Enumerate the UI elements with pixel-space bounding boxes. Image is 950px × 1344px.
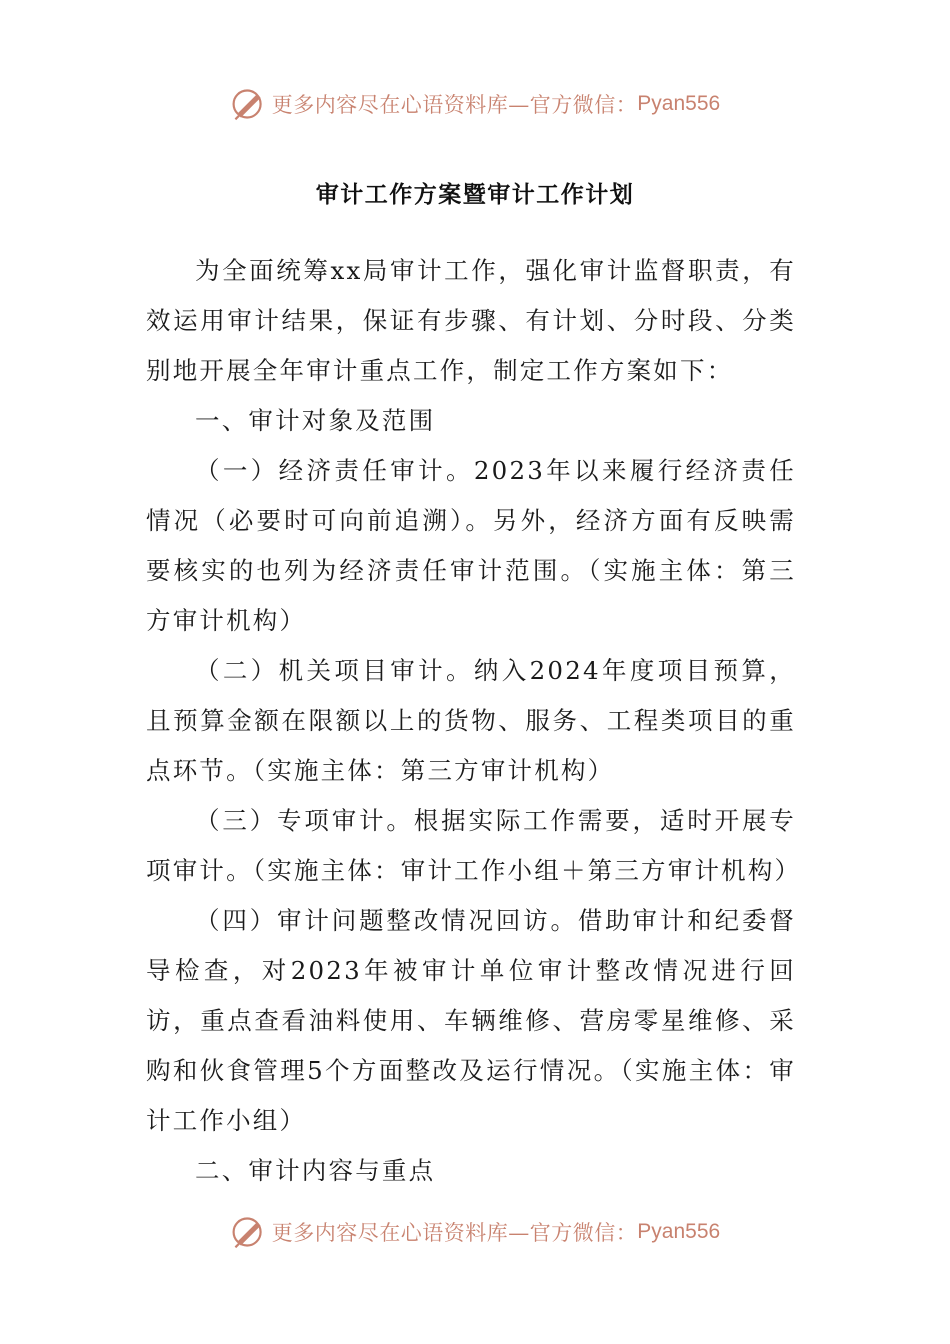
item-paragraph-2: （二）机关项目审计。纳入2024年度项目预算，且预算金额在限额以上的货物、服务、工程类项目的重点环节。（实施主体：第三方审计机构） (146, 656, 796, 785)
pen-logo-icon (230, 86, 266, 122)
pen-logo-icon (230, 1214, 266, 1250)
watermark-wechat-id: Pyan556 (637, 1220, 721, 1243)
section-heading-1: 一、审计对象及范围 (195, 406, 436, 435)
header-watermark (0, 84, 950, 124)
watermark-text: 更多内容尽在心语资料库—官方微信： (271, 1221, 638, 1245)
watermark-wechat-id: Pyan556 (637, 92, 721, 115)
document-title: 审计工作方案暨审计工作计划 (315, 182, 635, 208)
intro-paragraph: 为全面统筹xx局审计工作，强化审计监督职责，有效运用审计结果，保证有步骤、有计划、分时段、分类别地开展全年审计重点工作，制定工作方案如下： (146, 256, 796, 385)
footer-watermark (0, 1212, 950, 1252)
item-paragraph-4: （四）审计问题整改情况回访。借助审计和纪委督导检查，对2023年被审计单位审计整改情况进行回访，重点查看油料使用、车辆维修、营房零星维修、采购和伙食管理5个方面整改及运行情况。（实施主体：审计工作小组） (146, 906, 796, 1135)
document-body (146, 246, 802, 1196)
item-paragraph-1: （一）经济责任审计。2023年以来履行经济责任情况（必要时可向前追溯）。另外，经济方面有反映需要核实的也列为经济责任审计范围。（实施主体：第三方审计机构） (146, 456, 796, 635)
item-paragraph-3: （三）专项审计。根据实际工作需要，适时开展专项审计。（实施主体：审计工作小组＋第三方审计机构） (146, 806, 802, 885)
watermark-text: 更多内容尽在心语资料库—官方微信： (271, 93, 638, 117)
section-heading-2: 二、审计内容与重点 (195, 1156, 436, 1185)
